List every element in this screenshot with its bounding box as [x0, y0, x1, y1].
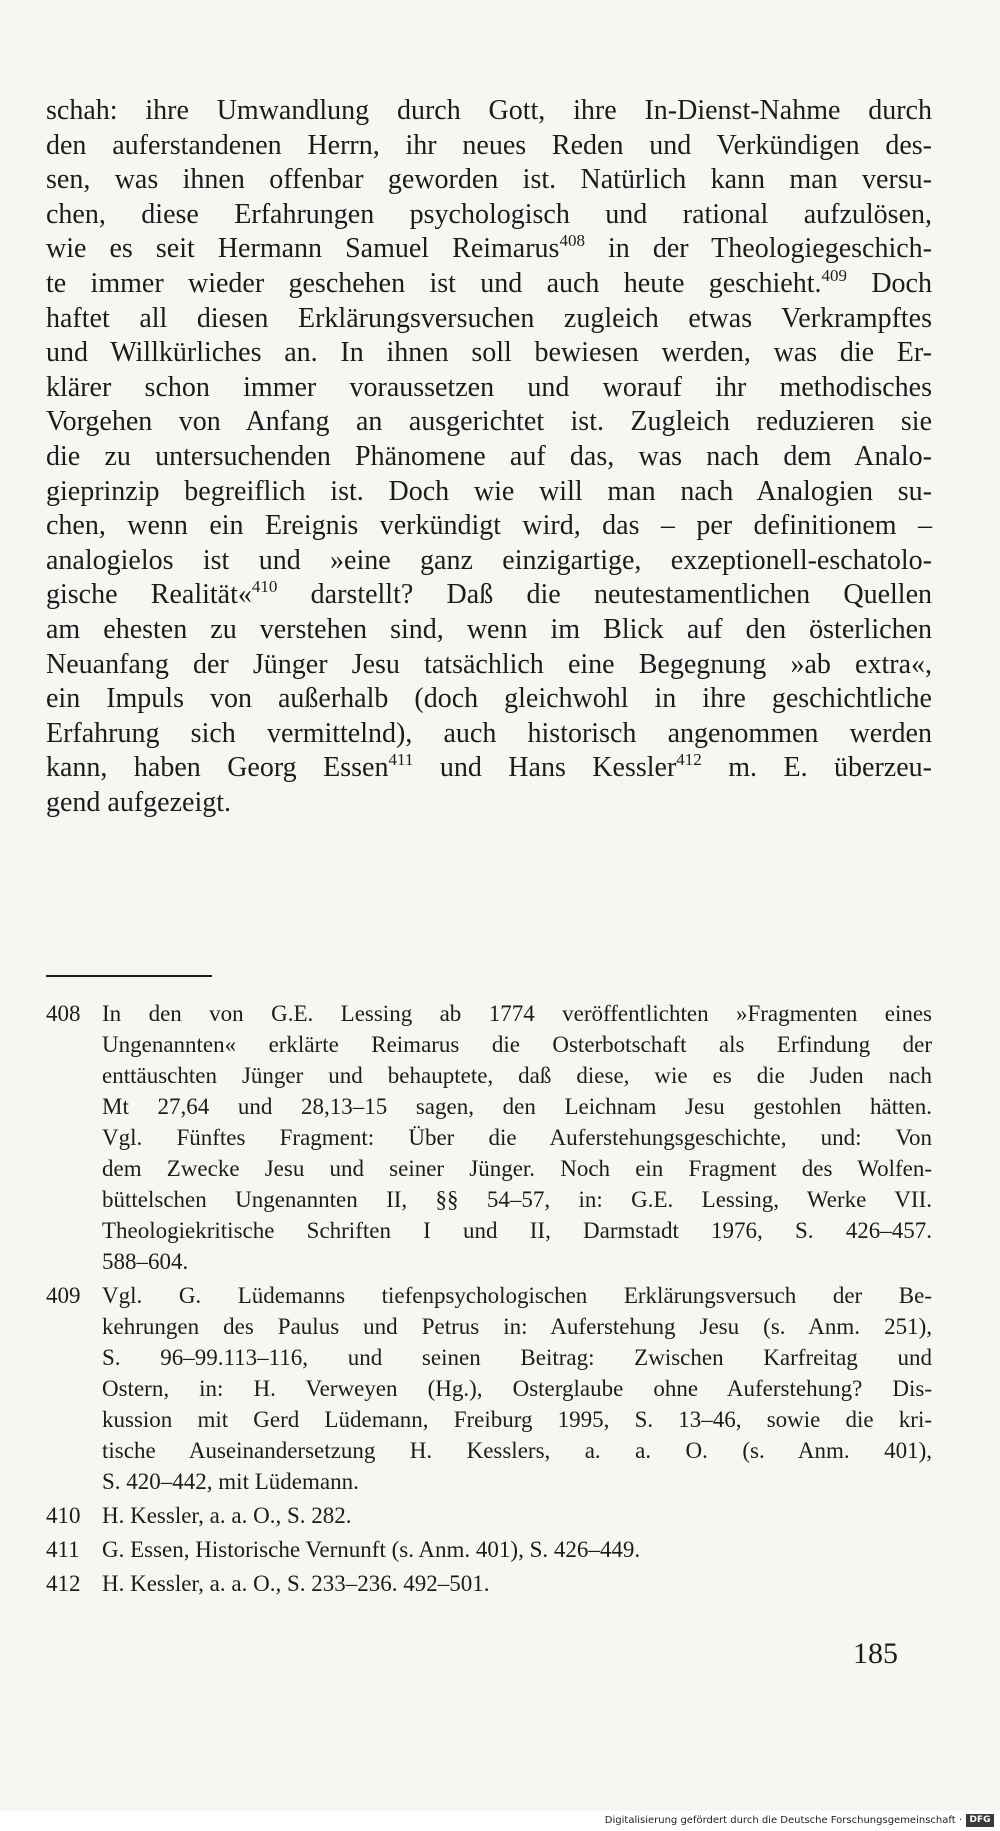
footnote-number: 410	[46, 1503, 81, 1528]
footnote	[46, 1500, 932, 1531]
footnote-line: 588–604.	[102, 1249, 189, 1274]
footnote-reference[interactable]: 409	[821, 265, 847, 285]
footnote-reference[interactable]: 408	[559, 231, 585, 251]
text-line: am ehesten zu verstehen sind, wenn im Blick auf den österlichen	[46, 613, 932, 645]
text-line: chen, wenn ein Ereignis verkündigt wird, das – per definitionem –	[46, 510, 932, 542]
footnote	[46, 1568, 932, 1599]
footnote	[46, 998, 932, 1277]
footnote-line: Mt 27,64 und 28,13–15 sagen, den Leichnam Jesu gestohlen hätten.	[102, 1094, 932, 1119]
footnote-line: Ostern, in: H. Verweyen (Hg.), Osterglaube ohne Auferstehung? Dis-	[102, 1376, 932, 1401]
footnote-line: Vgl. G. Lüdemanns tiefenpsychologischen Erklärungsversuch der Be-	[102, 1283, 932, 1308]
footnote-line: H. Kessler, a. a. O., S. 233–236. 492–501.	[102, 1571, 490, 1596]
footnote-line: H. Kessler, a. a. O., S. 282.	[102, 1503, 352, 1528]
text-line: gieprinzip begreiflich ist. Doch wie will man nach Analogien su-	[46, 475, 932, 507]
text-line: klärer schon immer voraussetzen und worauf ihr methodisches	[46, 371, 932, 403]
text-line: wie es seit Hermann Samuel Reimarus$^{408}$ in der Theologiegeschich-	[46, 231, 932, 265]
text-line: kann, haben Georg Essen$^{411}$ und Hans Kessler$^{412}$ m. E. überzeu-	[46, 750, 932, 784]
footnote-line: G. Essen, Historische Vernunft (s. Anm. 401), S. 426–449.	[102, 1537, 641, 1562]
footnote-reference[interactable]: 412	[676, 750, 702, 770]
footnote-line: tische Auseinandersetzung H. Kesslers, a. a. O. (s. Anm. 401),	[102, 1438, 932, 1463]
footnote-text	[102, 1280, 932, 1497]
footnote-number: 412	[46, 1571, 81, 1596]
text-line: sen, was ihnen offenbar geworden ist. Natürlich kann man versu-	[46, 164, 932, 196]
footnote-number: 408	[46, 1001, 81, 1026]
footnote-reference[interactable]: 411	[388, 750, 414, 770]
text-line: Vorgehen von Anfang an ausgerichtet ist. Zugleich reduzieren sie	[46, 406, 932, 438]
text-line: Neuanfang der Jünger Jesu tatsächlich eine Begegnung »ab extra«,	[46, 648, 932, 680]
footnote-line: Vgl. Fünftes Fragment: Über die Auferstehungsgeschichte, und: Von	[102, 1125, 932, 1150]
text-line: chen, diese Erfahrungen psychologisch und rational aufzulösen,	[46, 198, 932, 230]
digitization-credit: Digitalisierung gefördert durch die Deutsche Forschungsgemeinschaft ·	[604, 1815, 962, 1826]
footnote-line: büttelschen Ungenannten II, §§ 54–57, in: G.E. Lessing, Werke VII.	[102, 1187, 932, 1212]
text-line: gend aufgezeigt.	[46, 786, 232, 818]
footnote-line: kehrungen des Paulus und Petrus in: Auferstehung Jesu (s. Anm. 251),	[102, 1314, 932, 1339]
footnote-line: enttäuschten Jünger und behauptete, daß diese, wie es die Juden nach	[102, 1063, 932, 1088]
main-text-block	[46, 94, 932, 820]
text-line: den auferstandenen Herrn, ihr neues Reden und Verkündigen des-	[46, 129, 932, 161]
text-line: haftet all diesen Erklärungsversuchen zugleich etwas Verkrampftes	[46, 302, 932, 334]
footnote-line: S. 96–99.113–116, und seinen Beitrag: Zwischen Karfreitag und	[102, 1345, 932, 1370]
footnote-line: kussion mit Gerd Lüdemann, Freiburg 1995, S. 13–46, sowie die kri-	[102, 1407, 932, 1432]
footnote-text	[102, 998, 932, 1277]
footnote-text	[102, 1568, 932, 1599]
footnote-line: dem Zwecke Jesu und seiner Jünger. Noch ein Fragment des Wolfen-	[102, 1156, 932, 1181]
page-number: 185	[853, 1637, 898, 1670]
footnote-text	[102, 1534, 932, 1565]
footnote-line: Theologiekritische Schriften I und II, Darmstadt 1976, S. 426–457.	[102, 1218, 932, 1243]
footnote	[46, 1280, 932, 1497]
text-line: Erfahrung sich vermittelnd), auch historisch angenommen werden	[46, 717, 932, 749]
text-line: und Willkürliches an. In ihnen soll bewiesen werden, was die Er-	[46, 337, 932, 369]
footnote-reference[interactable]: 410	[251, 577, 278, 597]
dfg-logo-icon: DFG	[966, 1814, 994, 1827]
text-line: ein Impuls von außerhalb (doch gleichwohl in ihre geschichtliche	[46, 683, 932, 715]
footnote-text	[102, 1500, 932, 1531]
footnote-number: 411	[46, 1537, 80, 1562]
text-line: die zu untersuchenden Phänomene auf das, was nach dem Analo-	[46, 440, 932, 472]
footnote-line: In den von G.E. Lessing ab 1774 veröffentlichten »Fragmenten eines	[102, 1001, 932, 1026]
footnote-line: S. 420–442, mit Lüdemann.	[102, 1469, 359, 1494]
footnote-divider	[46, 975, 212, 977]
footnotes-section	[46, 998, 932, 1602]
text-line: schah: ihre Umwandlung durch Gott, ihre In-Dienst-Nahme durch	[46, 95, 932, 126]
footnote-number: 409	[46, 1283, 81, 1308]
text-line: gische Realität«$^{410}$ darstellt? Daß die neutestamentlichen Quellen	[46, 577, 933, 611]
text-line: te immer wieder geschehen ist und auch heute geschieht.$^{409}$ Doch	[46, 265, 932, 299]
footnote	[46, 1534, 932, 1565]
footnote-line: Ungenannten« erklärte Reimarus die Osterbotschaft als Erfindung der	[102, 1032, 932, 1057]
text-line: analogielos ist und »eine ganz einzigartige, exzeptionell-eschatolo-	[46, 544, 932, 576]
